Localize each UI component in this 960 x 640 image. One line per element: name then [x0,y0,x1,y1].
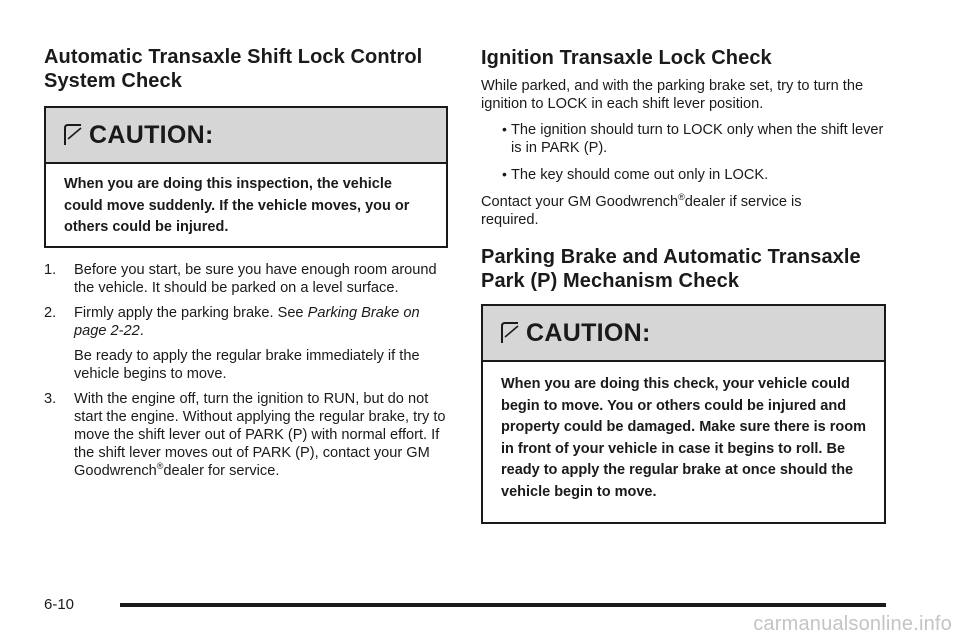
caution-text [483,362,884,516]
section-heading-parking-brake: Parking Brake and Automatic Transaxle Park (P) Mechanism Check [481,246,861,292]
page-number: 6-10 [44,596,75,613]
list-item [44,261,448,297]
footer-rule [120,603,886,607]
caution-paragraph: When you are doing this check, your vehicle could begin to move. You or others could be injured and property could be damaged. Make sure there is room in front of your vehicle in case it begins to roll. Be ready to apply the regular brake at once should the vehicle begin to move. [501,376,867,500]
bullet-dot-icon: • [502,121,507,137]
caution-box-shift-lock [44,106,448,248]
caution-title: CAUTION: [89,120,214,149]
list-item [44,390,448,480]
contact-text: Contact your GM Goodwrench [481,194,679,210]
registered-mark: ® [678,192,685,202]
bullet-list [481,121,886,193]
caution-header [46,108,446,164]
step-text: Before you start, be sure you have enough room around the vehicle. It should be parked on a level surface. [74,262,437,296]
list-item [481,166,886,184]
step-text: With the engine off, turn the ignition to RUN, but do not start the engine. Without applying the regular brake, try to move the shift lever out of PARK (P) with normal effort. If the shift lever moves out of PARK (P), contact your GM Goodwrench [74,391,446,479]
bullet-text: The key should come out only in LOCK. [511,167,769,183]
caution-paragraph: When you are doing this inspection, the vehicle could move suddenly. If the vehicle moves, you or others could be injured. [64,176,410,235]
intro-paragraph: While parked, and with the parking brake set, try to turn the ignition to LOCK in each shift lever position. [481,78,864,112]
section-heading-shift-lock: Automatic Transaxle Shift Lock Control System Check [44,46,423,92]
caution-box-parking-brake [481,304,886,524]
steps-list [44,261,448,487]
list-item [481,121,886,157]
caution-header [483,306,884,362]
list-item [44,304,448,383]
contact-text-end: dealer if service is required. [481,194,802,228]
step-number: 2. [44,305,57,321]
caution-text [46,164,446,251]
step-text-end: . [139,323,144,339]
step-text-end: dealer for service. [163,463,280,479]
caution-title: CAUTION: [526,318,651,347]
caution-bracket-icon [500,322,520,344]
step-number: 3. [44,391,57,407]
step-text: Firmly apply the parking brake. See [74,305,308,321]
bullet-text: The ignition should turn to LOCK only when the shift lever is in PARK (P). [511,122,884,156]
section-heading-ignition-lock: Ignition Transaxle Lock Check [481,47,772,69]
registered-mark: ® [156,461,164,471]
cross-reference-link[interactable]: Parking Brake on page 2-22 [74,305,420,339]
watermark: carmanualsonline.info [753,613,952,635]
contact-paragraph [481,193,851,229]
bullet-dot-icon: • [502,166,507,182]
step-number: 1. [44,262,57,278]
step-subtext: Be ready to apply the regular brake immediately if the vehicle begins to move. [74,348,420,382]
caution-bracket-icon [63,124,83,146]
